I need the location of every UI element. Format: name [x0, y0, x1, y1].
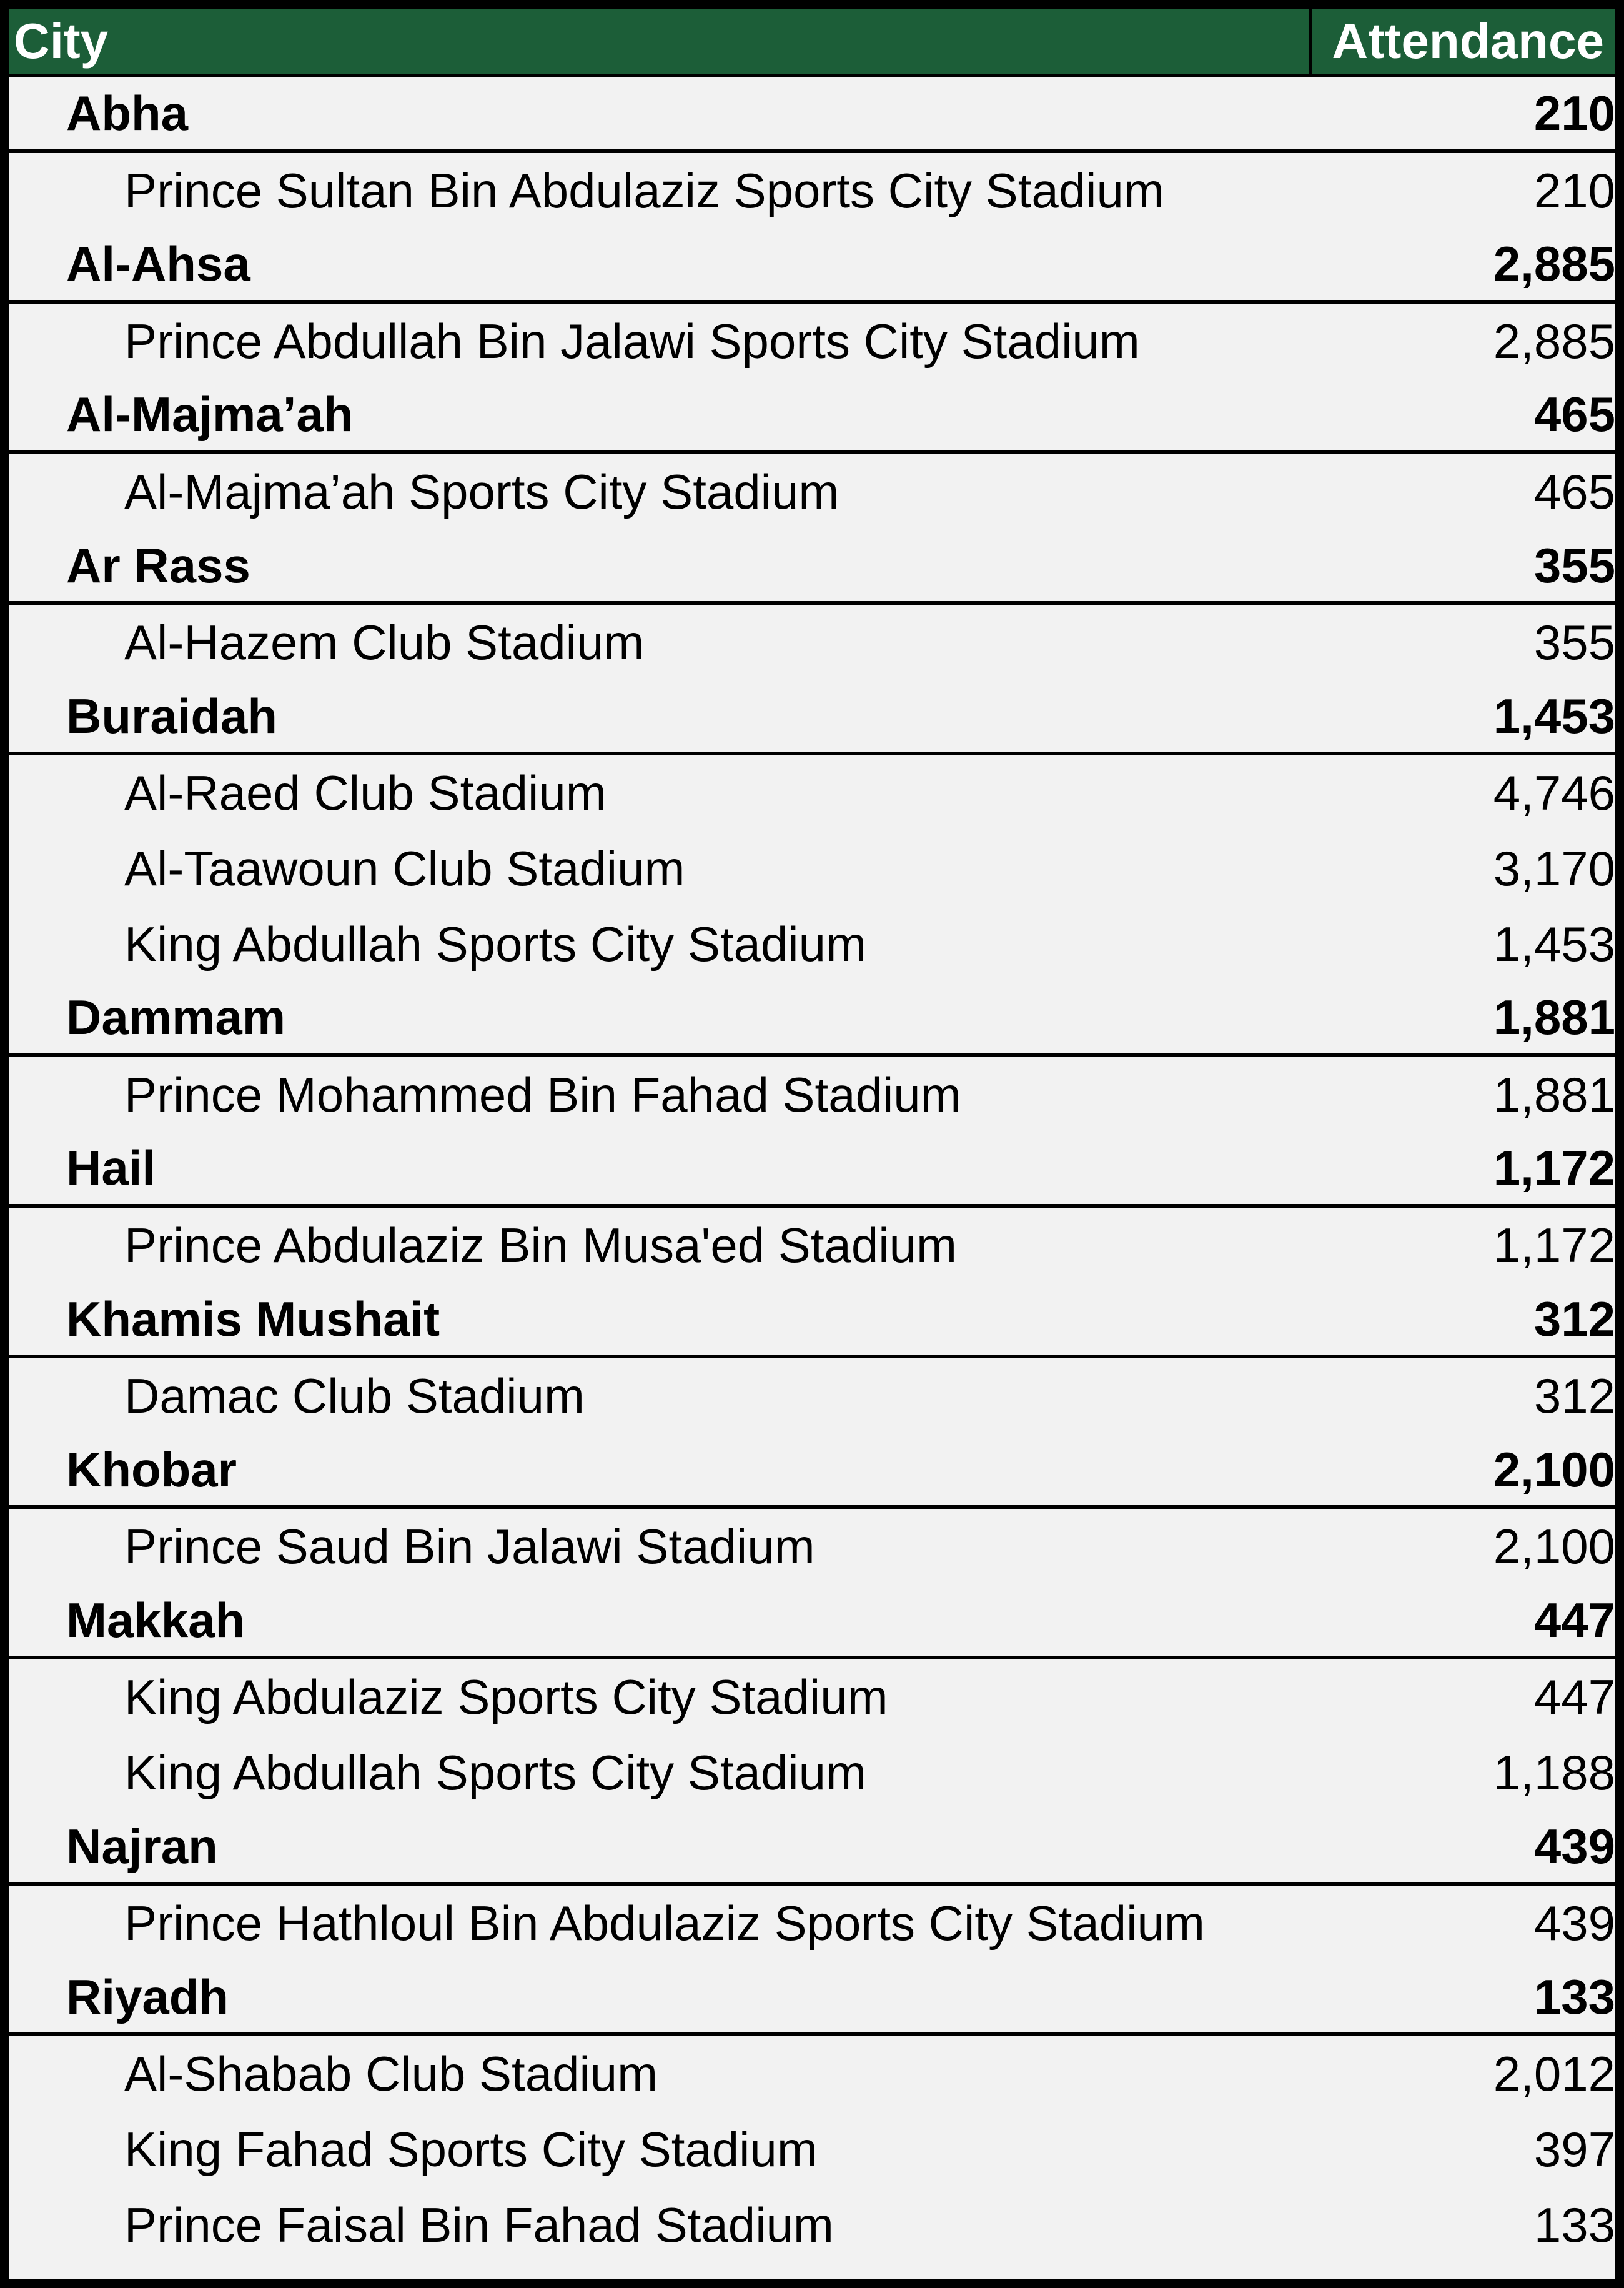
stadium-name: Prince Abdulaziz Bin Musa'ed Stadium — [124, 1217, 957, 1273]
stadium-attendance: 133 — [1533, 2197, 1615, 2252]
city-row — [9, 379, 1615, 454]
city-row — [9, 1961, 1615, 2037]
stadium-attendance: 210 — [1533, 162, 1615, 218]
city-row — [9, 77, 1615, 153]
stadium-attendance: 1,881 — [1493, 1067, 1615, 1122]
city-row — [9, 680, 1615, 756]
stadium-row — [9, 1659, 1615, 1735]
stadium-attendance: 439 — [1533, 1896, 1615, 1951]
stadium-attendance: 1,188 — [1493, 1745, 1615, 1801]
stadium-name: Al-Raed Club Stadium — [124, 765, 607, 821]
city-name: Abha — [66, 86, 188, 141]
city-row — [9, 1434, 1615, 1510]
city-name: Khobar — [66, 1441, 237, 1497]
stadium-row — [9, 907, 1615, 982]
stadium-name: Prince Saud Bin Jalawi Stadium — [124, 1519, 815, 1574]
city-name: Al-Majma’ah — [66, 387, 354, 442]
city-name: Makkah — [66, 1592, 245, 1648]
stadium-row — [9, 454, 1615, 530]
table-body — [9, 77, 1615, 2262]
stadium-row — [9, 755, 1615, 831]
stadium-attendance: 397 — [1533, 2122, 1615, 2177]
stadium-name: Al-Taawoun Club Stadium — [124, 840, 685, 896]
stadium-row — [9, 831, 1615, 907]
stadium-name: Prince Mohammed Bin Fahad Stadium — [124, 1067, 961, 1122]
stadium-attendance: 2,012 — [1493, 2046, 1615, 2102]
city-name: Al-Ahsa — [66, 236, 250, 292]
stadium-name: Prince Faisal Bin Fahad Stadium — [124, 2197, 834, 2252]
city-attendance: 447 — [1533, 1592, 1615, 1648]
stadium-attendance: 1,453 — [1493, 916, 1615, 972]
city-attendance: 133 — [1533, 1969, 1615, 2024]
city-attendance: 1,172 — [1493, 1140, 1615, 1196]
stadium-row — [9, 304, 1615, 379]
city-name: Dammam — [66, 990, 286, 1045]
stadium-attendance: 465 — [1533, 464, 1615, 519]
stadium-name: Damac Club Stadium — [124, 1368, 585, 1424]
stadium-row — [9, 2187, 1615, 2263]
stadium-name: Prince Sultan Bin Abdulaziz Sports City Stadium — [124, 162, 1164, 218]
city-name: Khamis Mushait — [66, 1291, 440, 1346]
stadium-attendance: 447 — [1533, 1669, 1615, 1725]
attendance-table — [9, 9, 1615, 2279]
city-row — [9, 530, 1615, 605]
stadium-row — [9, 2036, 1615, 2112]
header-divider — [1309, 9, 1312, 74]
city-attendance: 2,885 — [1493, 236, 1615, 292]
stadium-row — [9, 1057, 1615, 1133]
header-attendance: Attendance — [1332, 13, 1604, 69]
city-row — [9, 1132, 1615, 1208]
stadium-name: King Fahad Sports City Stadium — [124, 2122, 818, 2177]
stadium-name: Al-Majma’ah Sports City Stadium — [124, 464, 839, 519]
stadium-row — [9, 153, 1615, 229]
city-attendance: 1,453 — [1493, 688, 1615, 744]
stadium-name: King Abdullah Sports City Stadium — [124, 1745, 866, 1801]
stadium-attendance: 355 — [1533, 615, 1615, 670]
stadium-name: King Abdullah Sports City Stadium — [124, 916, 866, 972]
stadium-row — [9, 1886, 1615, 1961]
stadium-attendance: 4,746 — [1493, 765, 1615, 821]
city-name: Najran — [66, 1818, 218, 1874]
city-row — [9, 1811, 1615, 1886]
stadium-name: Prince Abdullah Bin Jalawi Sports City Stadium — [124, 313, 1140, 369]
stadium-name: Al-Hazem Club Stadium — [124, 615, 645, 670]
city-row — [9, 1584, 1615, 1660]
stadium-attendance: 2,100 — [1493, 1519, 1615, 1574]
city-attendance: 210 — [1533, 86, 1615, 141]
stadium-row — [9, 1208, 1615, 1283]
stadium-attendance: 312 — [1533, 1368, 1615, 1424]
city-name: Hail — [66, 1140, 156, 1196]
stadium-attendance: 1,172 — [1493, 1217, 1615, 1273]
city-attendance: 1,881 — [1493, 990, 1615, 1045]
city-attendance: 2,100 — [1493, 1441, 1615, 1497]
stadium-name: King Abdulaziz Sports City Stadium — [124, 1669, 888, 1725]
city-attendance: 312 — [1533, 1291, 1615, 1346]
city-attendance: 439 — [1533, 1818, 1615, 1874]
city-row — [9, 982, 1615, 1057]
stadium-row — [9, 2112, 1615, 2187]
city-name: Buraidah — [66, 688, 278, 744]
city-row — [9, 1283, 1615, 1359]
stadium-attendance: 3,170 — [1493, 840, 1615, 896]
city-attendance: 355 — [1533, 537, 1615, 593]
city-row — [9, 228, 1615, 304]
city-attendance: 465 — [1533, 387, 1615, 442]
stadium-attendance: 2,885 — [1493, 313, 1615, 369]
stadium-row — [9, 1509, 1615, 1584]
stadium-row — [9, 1735, 1615, 1811]
city-name: Riyadh — [66, 1969, 229, 2024]
stadium-name: Prince Hathloul Bin Abdulaziz Sports City Stadium — [124, 1896, 1205, 1951]
header-city: City — [14, 13, 109, 69]
table-header — [9, 9, 1615, 77]
stadium-row — [9, 605, 1615, 680]
city-name: Ar Rass — [66, 537, 250, 593]
stadium-row — [9, 1358, 1615, 1434]
stadium-name: Al-Shabab Club Stadium — [124, 2046, 658, 2102]
